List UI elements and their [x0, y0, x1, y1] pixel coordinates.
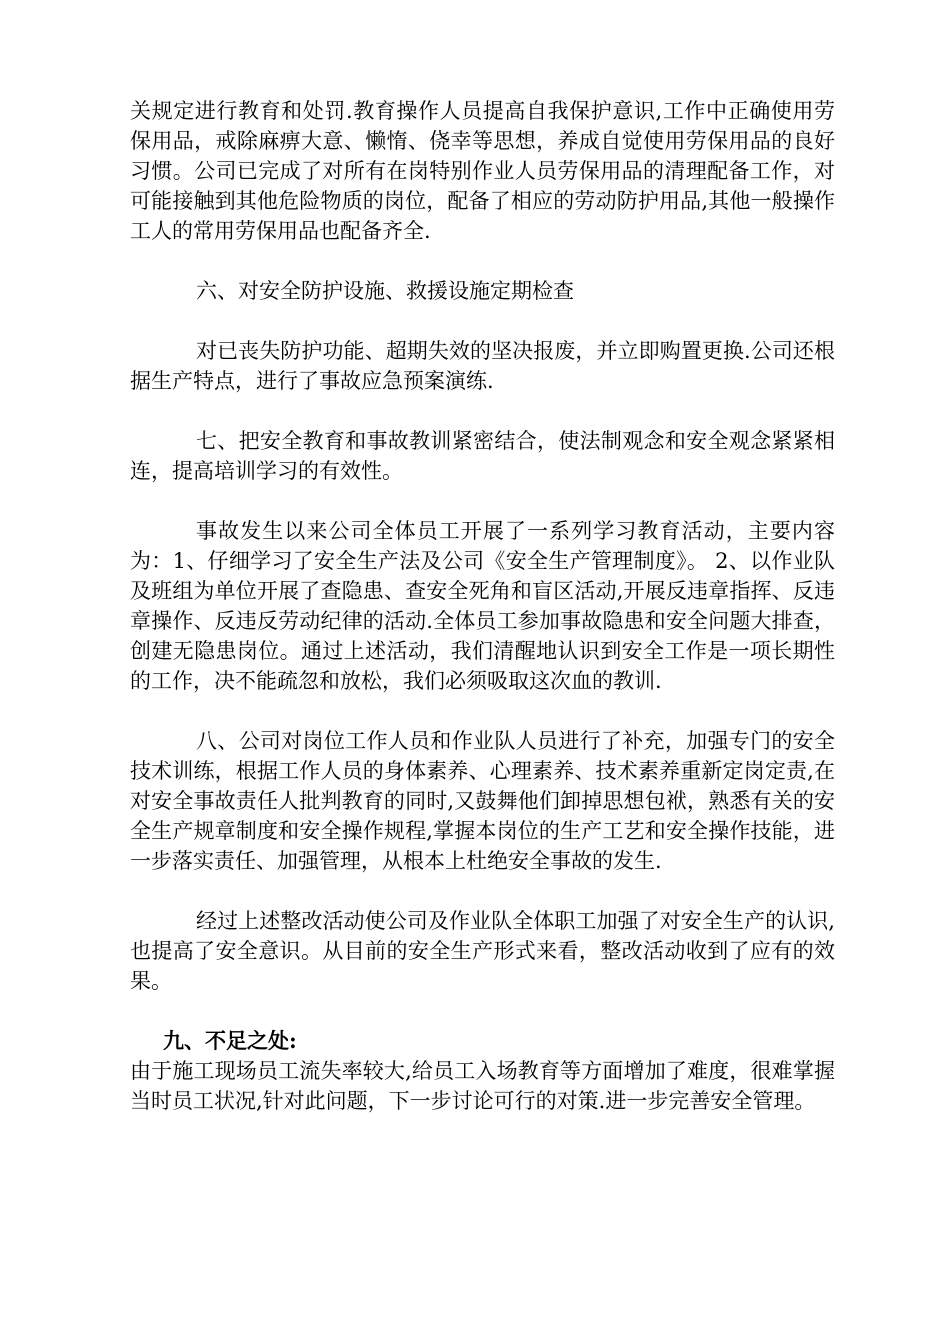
paragraph-summary: 经过上述整改活动使公司及作业队全体职工加强了对安全生产的认识,也提高了安全意识。从目前的安全生产形式来看，整改活动收到了应有的效果。 — [130, 909, 835, 993]
paragraph-section-six: 对已丧失防护功能、超期失效的坚决报废，并立即购置更换.公司还根据生产特点，进行了事故应急预案演练. — [130, 339, 835, 393]
heading-section-nine: 九、不足之处: — [163, 1028, 297, 1053]
paragraph-protective-equipment: 关规定进行教育和处罚.教育操作人员提高自我保护意识,工作中正确使用劳保用品，戒除麻痹大意、懒惰、侥幸等思想，养成自觉使用劳保用品的良好习惯。公司已完成了对所有在岗特别作业人员劳保用品的清理配备工作，对可能接触到其他危险物质的岗位，配备了相应的劳动防护用品,其他一般操作工人的常用劳保用品也配备齐全. — [130, 99, 835, 243]
paragraph-section-eight: 八、公司对岗位工作人员和作业队人员进行了补充，加强专门的安全技术训练，根据工作人员的身体素养、心理素养、技术素养重新定岗定责,在对安全事故责任人批判教育的同时,又鼓舞他们卸掉思想包袱，熟悉有关的安全生产规章制度和安全操作规程,掌握本岗位的生产工艺和安全操作技能，进一步落实责任、加强管理，从根本上杜绝安全事故的发生. — [130, 729, 835, 873]
heading-section-seven: 七、把安全教育和事故教训紧密结合，使法制观念和安全观念紧紧相连，提高培训学习的有效性。 — [130, 429, 835, 483]
paragraph-section-nine: 由于施工现场员工流失率较大,给员工入场教育等方面增加了难度，很难掌握当时员工状况,针对此问题，下一步讨论可行的对策.进一步完善安全管理。 — [130, 1059, 835, 1113]
heading-section-six: 六、对安全防护设施、救援设施定期检查 — [196, 279, 574, 303]
paragraph-section-seven: 事故发生以来公司全体员工开展了一系列学习教育活动，主要内容为：1、仔细学习了安全生产法及公司《安全生产管理制度》。 2、以作业队及班组为单位开展了查隐患、查安全死角和盲区活动,开展反违章指挥、反违章操作、反违反劳动纪律的活动.全体员工参加事故隐患和安全问题大排查，创建无隐患岗位。通过上述活动，我们清醒地认识到安全工作是一项长期性的工作，决不能疏忽和放松，我们必须吸取这次血的教训. — [130, 519, 835, 693]
document-page — [130, 96, 835, 1116]
